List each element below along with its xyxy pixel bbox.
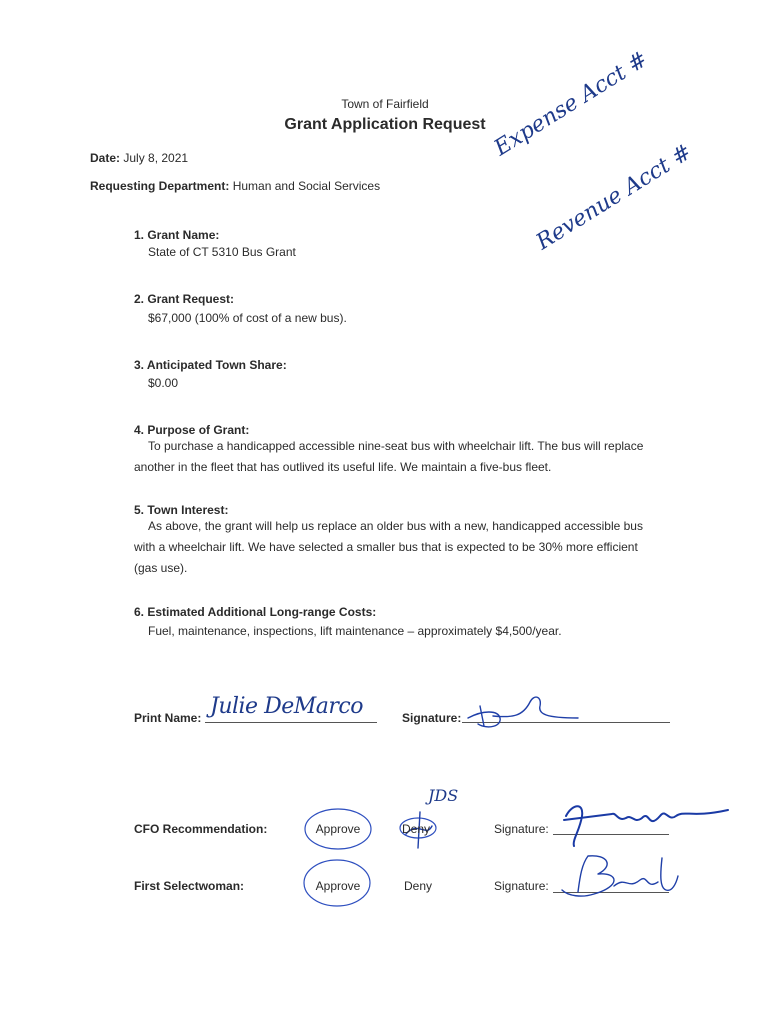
department-label: Requesting Department: xyxy=(90,179,230,193)
selectwoman-signature-scrawl xyxy=(548,846,688,902)
long-range-costs-heading: 6. Estimated Additional Long-range Costs: xyxy=(134,605,377,619)
town-interest-line-3: (gas use). xyxy=(134,561,188,575)
town-share-heading: 3. Anticipated Town Share: xyxy=(134,358,287,372)
cfo-deny-option[interactable]: Deny xyxy=(402,822,431,836)
selectwoman-deny-option[interactable]: Deny xyxy=(404,879,433,893)
date-label: Date: xyxy=(90,151,121,165)
purpose-body-cont xyxy=(134,457,674,478)
cfo-signature-scrawl xyxy=(552,796,732,850)
long-range-costs-value: Fuel, maintenance, inspections, lift maintenance – approximately $4,500/year. xyxy=(148,624,562,638)
town-interest-line-1: As above, the grant will help us replace an older bus with a new, handicapped accessible bus xyxy=(148,519,643,533)
department-line xyxy=(90,179,380,194)
town-share-value: $0.00 xyxy=(148,376,179,390)
date-value: July 8, 2021 xyxy=(123,151,189,165)
department-value: Human and Social Services xyxy=(232,179,381,193)
cfo-signature-label: Signature: xyxy=(494,822,549,836)
grant-name-heading: 1. Grant Name: xyxy=(134,228,220,242)
purpose-heading: 4. Purpose of Grant: xyxy=(134,423,250,437)
expense-account-annotation: Expense Acct # xyxy=(490,46,653,162)
grant-request-heading: 2. Grant Request: xyxy=(134,292,235,306)
town-interest-line-2: with a wheelchair lift. We have selected a smaller bus that is expected to be 30% more efficient xyxy=(134,540,638,554)
print-name-label: Print Name: xyxy=(134,711,202,725)
print-name-handwritten: Julie DeMarco xyxy=(210,694,363,719)
selectwoman-approve-option[interactable]: Approve xyxy=(315,879,361,893)
purpose-body xyxy=(134,436,674,457)
grant-name-value: State of CT 5310 Bus Grant xyxy=(148,245,296,259)
purpose-line-1: To purchase a handicapped accessible nine-seat bus with wheelchair lift. The bus will replace xyxy=(148,439,644,453)
signature-label: Signature: xyxy=(402,711,462,725)
town-name: Town of Fairfield xyxy=(341,97,429,111)
date-line xyxy=(90,151,188,166)
cfo-approve-option[interactable]: Approve xyxy=(315,822,361,836)
town-interest-heading: 5. Town Interest: xyxy=(134,503,229,517)
purpose-line-2: another in the fleet that has outlived its useful life. We maintain a five-bus fleet. xyxy=(134,460,552,474)
cfo-recommendation-label: CFO Recommendation: xyxy=(134,822,268,836)
grant-request-value: $67,000 (100% of cost of a new bus). xyxy=(148,311,347,325)
cfo-initials: JDS xyxy=(428,786,459,805)
first-selectwoman-label: First Selectwoman: xyxy=(134,879,245,893)
selectwoman-signature-label: Signature: xyxy=(494,879,549,893)
signature-scrawl xyxy=(458,688,598,738)
revenue-account-annotation: Revenue Acct # xyxy=(532,139,697,256)
document-title: Grant Application Request xyxy=(284,116,486,133)
